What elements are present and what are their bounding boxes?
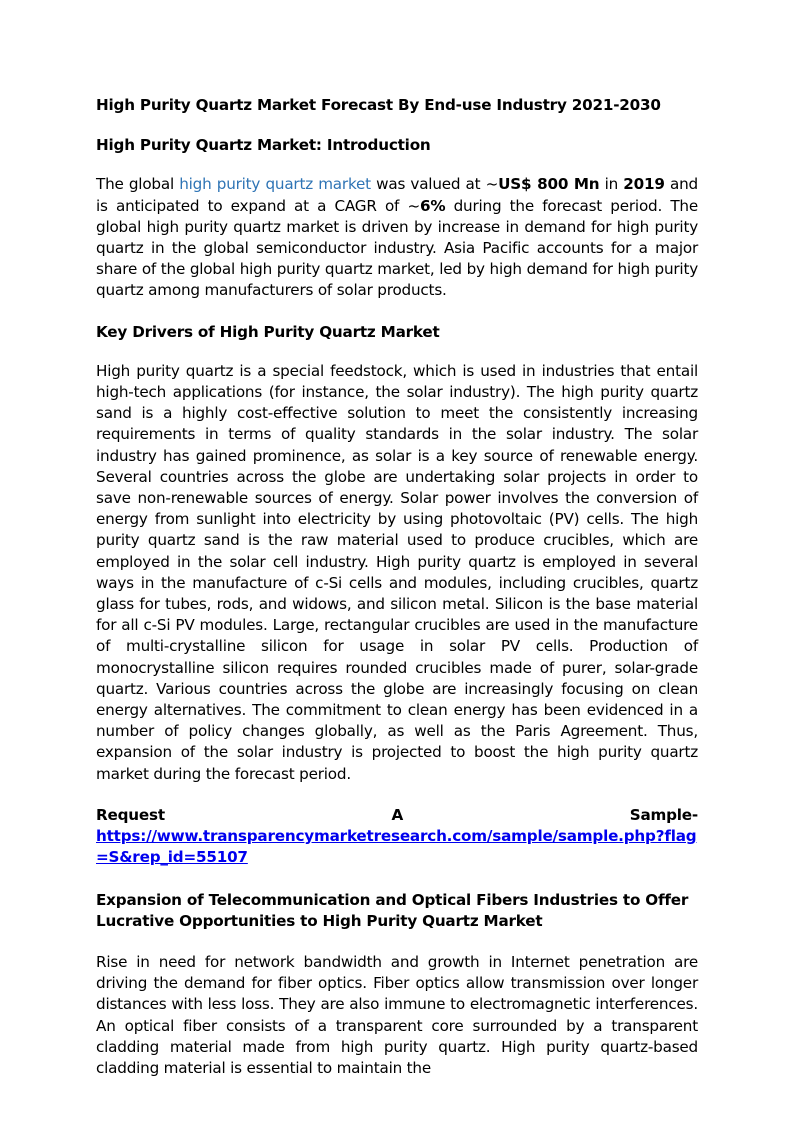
request-word-3: Sample- [629, 805, 698, 824]
document-title: High Purity Quartz Market Forecast By End-use Industry 2021-2030 [96, 96, 661, 114]
intro-text-1: The global [96, 175, 180, 194]
request-word-1: Request [96, 805, 165, 824]
cagr-value: 6% [419, 196, 446, 215]
drivers-paragraph: High purity quartz is a special feedstock, which is used in industries that entail high-tech applications (for instance, the solar industry). The high purity quartz sand is a highly cost-effective solution to meet the consistently increasing requirements in terms of quality standards in the solar industry. The solar industry has gained prominence, as solar is a key source of renewable energy. Several countries across the globe are undertaking solar projects in order to save non-renewable sources of energy. Solar power involves the conversion of energy from sunlight into electricity by using photovoltaic (PV) cells. The high purity quartz sand is the raw material used to produce crucibles, which are employed in the solar cell industry. High purity quartz is employed in several ways in the manufacture of c-Si cells and modules, including crucibles, quartz glass for tubes, rods, and widows, and silicon metal. Silicon is the base material for all c-Si PV modules. Large, rectangular crucibles are used in the manufacture of multi-crystalline silicon for usage in solar PV cells. Production of monocrystalline silicon requires rounded crucibles made of purer, solar-grade quartz. Various countries across the globe are increasingly focusing on clean energy alternatives. The commitment to clean energy has been evidenced in a number of policy changes globally, as well as the Paris Agreement. Thus, expansion of the solar industry is projected to boost the high purity quartz market during the forecast period. [96, 361, 698, 783]
intro-text-4: and is anticipated to expand at a CAGR of ~ [96, 175, 698, 215]
market-value: US$ 800 Mn [498, 175, 600, 194]
request-word-2: A [391, 805, 404, 824]
intro-text-3: in [599, 175, 624, 194]
intro-text-5: during the forecast period. The global high purity quartz market is driven by increase in demand for high purity quartz in the global semiconductor industry. Asia Pacific accounts for a major share of the global high purity quartz market, led by high demand for high purity quartz among manufacturers of solar products. [96, 196, 699, 300]
sample-link[interactable]: https://www.transparencymarketresearch.com/sample/sample.php?flag=S&rep_id=55107 [96, 827, 697, 867]
market-link[interactable]: high purity quartz market [179, 175, 371, 194]
request-sample [96, 805, 698, 869]
drivers-heading: Key Drivers of High Purity Quartz Market [96, 322, 440, 341]
intro-heading: High Purity Quartz Market: Introduction [96, 136, 431, 155]
base-year: 2019 [623, 175, 665, 194]
request-sample-label [96, 805, 698, 826]
intro-text-2: was valued at ~ [370, 175, 499, 194]
telecom-heading: Expansion of Telecommunication and Optical Fibers Industries to Offer Lucrative Opportunities to High Purity Quartz Market [96, 890, 689, 930]
intro-paragraph [96, 174, 698, 301]
telecom-paragraph: Rise in need for network bandwidth and growth in Internet penetration are driving the demand for fiber optics. Fiber optics allow transmission over longer distances with less loss. They are also immune to electromagnetic interferences. An optical fiber consists of a transparent core surrounded by a transparent cladding material made from high purity quartz. High purity quartz-based cladding material is essential to maintain the [96, 952, 698, 1077]
